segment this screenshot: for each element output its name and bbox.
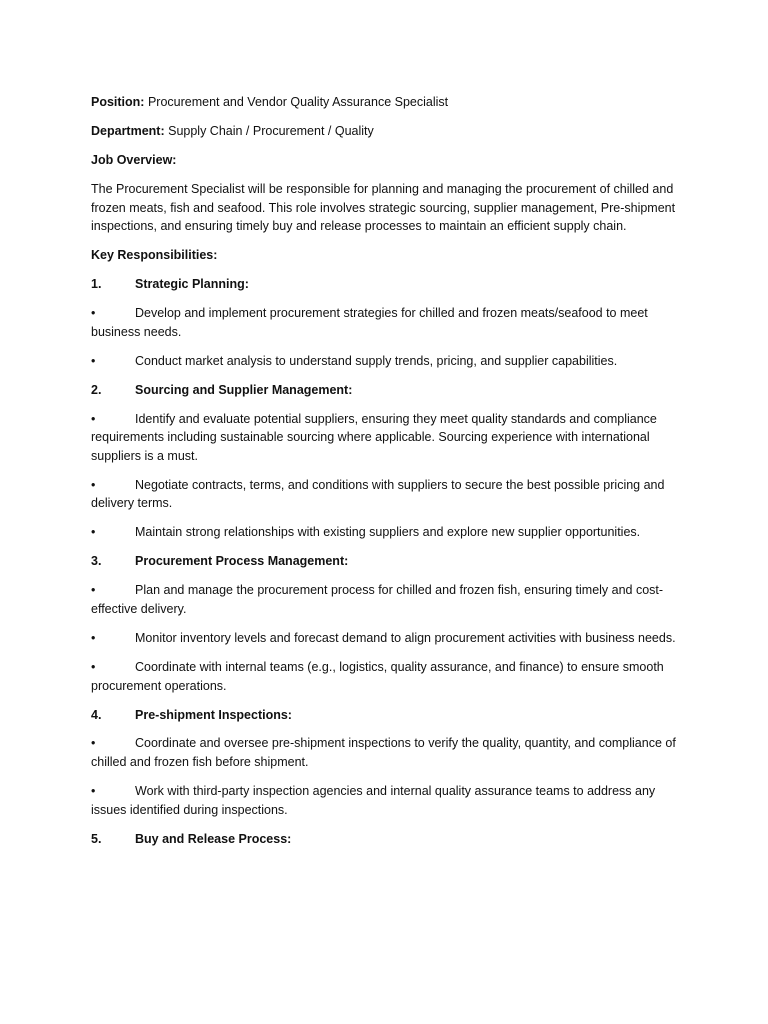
department-label: Department:: [91, 123, 165, 138]
bullet-mark: •: [91, 353, 96, 368]
bullet-text: Negotiate contracts, terms, and conditions with suppliers to secure the best possible pricing and delivery terms.: [91, 477, 665, 511]
overview-heading: Job Overview:: [91, 152, 177, 167]
bullet-text: Conduct market analysis to understand supply trends, pricing, and supplier capabilities.: [135, 353, 618, 368]
bullet-text: Plan and manage the procurement process for chilled and frozen fish, ensuring timely and cost-effective delivery.: [91, 583, 664, 616]
section-number: 2.: [91, 382, 102, 397]
department-line: [91, 122, 688, 141]
bullet-item: [91, 476, 688, 513]
bullet-text: Coordinate with internal teams (e.g., logistics, quality assurance, and finance) to ensure smooth procurement operations.: [91, 659, 664, 693]
section-heading: [91, 552, 688, 571]
responsibilities-heading: Key Responsibilities:: [91, 248, 218, 263]
section-title: Strategic Planning:: [135, 277, 249, 292]
section-heading: [91, 706, 688, 725]
bullet-text: Monitor inventory levels and forecast demand to align procurement activities with business needs.: [135, 630, 676, 645]
section-number: 1.: [91, 277, 102, 292]
bullet-text: Identify and evaluate potential suppliers, ensuring they meet quality standards and compliance requirements including sustainable sourcing where applicable. Sourcing experience with international suppliers is a must.: [91, 411, 657, 463]
section-title: Sourcing and Supplier Management:: [135, 382, 353, 397]
section-heading: [91, 830, 688, 849]
section-title: Buy and Release Process:: [135, 831, 292, 846]
bullet-mark: •: [91, 784, 96, 799]
bullet-item: [91, 581, 688, 618]
bullet-text: Maintain strong relationships with existing suppliers and explore new supplier opportunities.: [135, 525, 641, 540]
bullet-mark: •: [91, 525, 96, 540]
bullet-text: Work with third-party inspection agencies and internal quality assurance teams to address any issues identified during inspections.: [91, 784, 656, 817]
bullet-item: [91, 782, 688, 819]
bullet-mark: •: [91, 411, 96, 426]
bullet-mark: •: [91, 630, 96, 645]
bullet-mark: •: [91, 659, 96, 674]
bullet-item: [91, 629, 688, 648]
section-number: 3.: [91, 554, 102, 569]
bullet-mark: •: [91, 477, 96, 492]
section-heading: [91, 381, 688, 400]
section-number: 5.: [91, 831, 102, 846]
section-heading: [91, 275, 688, 294]
responsibilities-list: [91, 275, 688, 848]
department-value: Supply Chain / Procurement / Quality: [168, 123, 374, 138]
bullet-text: Develop and implement procurement strategies for chilled and frozen meats/seafood to meet business needs.: [91, 306, 648, 339]
section-title: Pre-shipment Inspections:: [135, 707, 292, 722]
bullet-item: [91, 352, 688, 371]
section-number: 4.: [91, 707, 102, 722]
bullet-text: Coordinate and oversee pre-shipment inspections to verify the quality, quantity, and compliance of chilled and frozen fish before shipment.: [91, 736, 676, 770]
position-value: Procurement and Vendor Quality Assurance Specialist: [147, 95, 449, 109]
bullet-item: [91, 658, 688, 695]
bullet-item: [91, 523, 688, 542]
bullet-mark: •: [91, 736, 96, 751]
bullet-item: [91, 410, 688, 466]
section-title: Procurement Process Management:: [135, 554, 349, 569]
bullet-item: [91, 304, 688, 341]
position-line: [91, 93, 688, 112]
bullet-mark: •: [91, 306, 96, 321]
position-label: Position:: [91, 95, 145, 109]
bullet-item: [91, 734, 688, 771]
overview-text: The Procurement Specialist will be responsible for planning and managing the procurement of chilled and frozen meats, fish and seafood. This role involves strategic sourcing, supplier management, Pre-shipment inspections, and ensuring timely buy and release processes to maintain an efficient supply chain.: [91, 181, 676, 234]
bullet-mark: •: [91, 583, 96, 598]
